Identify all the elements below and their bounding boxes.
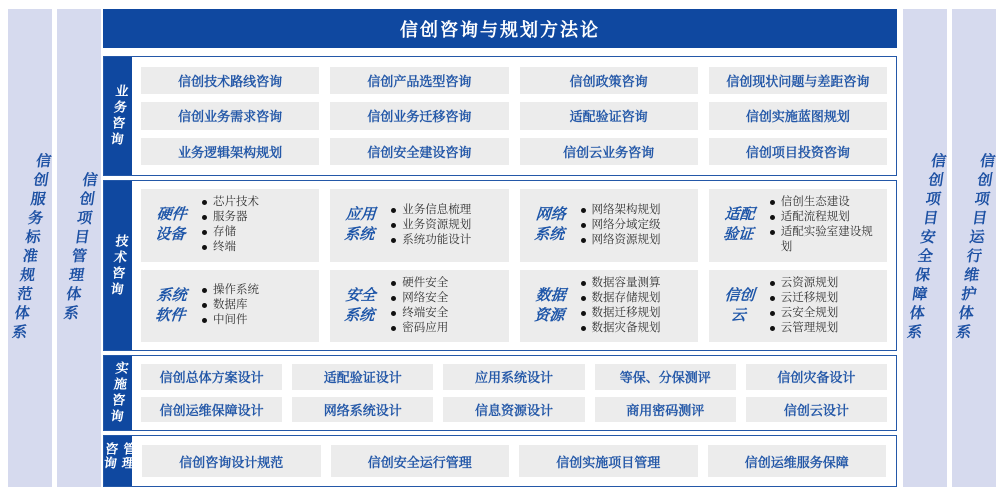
diagram-title: 信创咨询与规划方法论 <box>103 9 897 48</box>
bullet-item: 信创生态建设 <box>769 195 879 210</box>
tech-card-bullets <box>580 276 690 336</box>
section-management-label-strip <box>101 436 137 486</box>
bullet-item: 业务资源规划 <box>390 218 500 233</box>
section-technical-body <box>132 181 896 350</box>
bullet-item: 芯片技术 <box>201 195 311 210</box>
tech-card-title: 系统软件 <box>154 286 188 324</box>
management-item: 信创安全运行管理 <box>331 445 510 477</box>
bullet-item: 中间件 <box>201 313 311 328</box>
business-item: 信创现状问题与差距咨询 <box>709 67 887 94</box>
left-bar-project-management-label: 信创项目管理体系 <box>59 172 99 324</box>
bullet-item: 系统功能设计 <box>390 233 500 248</box>
tech-card-bullets <box>769 276 879 336</box>
implementation-item: 信息资源设计 <box>443 397 584 423</box>
tech-card-application-system <box>330 189 508 262</box>
bullet-item: 云管理规划 <box>769 321 879 336</box>
tech-card-bullets <box>390 276 500 336</box>
tech-card-title: 数据资源 <box>533 286 566 324</box>
section-consulting-management <box>103 435 897 487</box>
business-item: 信创业务迁移咨询 <box>330 102 508 129</box>
section-business-label: 业务咨询 <box>107 84 129 148</box>
bullet-item: 终端 <box>201 240 311 255</box>
right-bar-security-assurance-label: 信创项目安全保障体系 <box>903 153 947 343</box>
tech-card-system-software <box>141 270 319 343</box>
left-bar-service-standard-system <box>8 9 52 487</box>
tech-card-data-resources <box>520 270 698 343</box>
section-business-consulting <box>103 56 897 176</box>
section-management-label: 咨询管理 <box>101 442 137 470</box>
business-item: 适配验证咨询 <box>520 102 698 129</box>
implementation-item: 信创云设计 <box>746 397 887 423</box>
section-implementation-body <box>132 356 896 430</box>
bullet-item: 密码应用 <box>390 321 500 336</box>
left-bar-service-standard-label: 信创服务标准规范体系 <box>8 153 52 343</box>
section-technical-label: 技术咨询 <box>107 233 129 298</box>
bullet-item: 适配流程规划 <box>769 210 879 225</box>
bullet-item: 网络架构规划 <box>580 203 690 218</box>
section-business-label-strip <box>104 57 132 175</box>
tech-card-bullets <box>201 283 311 328</box>
right-bar-operation-maintenance-label: 信创项目运行维护体系 <box>952 153 996 343</box>
section-implementation-label: 实施咨询 <box>107 361 129 425</box>
right-bar-operation-maintenance-system <box>952 9 996 487</box>
implementation-item: 信创总体方案设计 <box>141 364 282 390</box>
business-item: 信创产品选型咨询 <box>330 67 508 94</box>
bullet-item: 数据库 <box>201 298 311 313</box>
business-item: 信创安全建设咨询 <box>330 138 508 165</box>
section-implementation-consulting <box>103 355 897 431</box>
tech-card-title: 安全系统 <box>343 286 377 324</box>
bullet-item: 数据灾备规划 <box>580 321 690 336</box>
bullet-item: 终端安全 <box>390 306 500 321</box>
bullet-item: 网络分域定级 <box>580 218 690 233</box>
bullet-item: 云资源规划 <box>769 276 879 291</box>
tech-card-title: 硬件设备 <box>154 206 188 244</box>
section-business-body <box>132 57 896 175</box>
bullet-item: 服务器 <box>201 210 311 225</box>
tech-card-security-system <box>330 270 508 343</box>
business-item: 信创实施蓝图规划 <box>709 102 887 129</box>
bullet-item: 硬件安全 <box>390 276 500 291</box>
management-item: 信创运维服务保障 <box>708 445 887 477</box>
implementation-item: 适配验证设计 <box>292 364 433 390</box>
section-implementation-label-strip <box>104 356 132 430</box>
implementation-item: 商用密码测评 <box>595 397 736 423</box>
management-item: 信创咨询设计规范 <box>142 445 321 477</box>
implementation-item: 应用系统设计 <box>443 364 584 390</box>
section-technical-consulting <box>103 180 897 351</box>
tech-card-xinchuang-cloud <box>709 270 887 343</box>
section-management-body <box>132 436 896 486</box>
business-item: 业务逻辑架构规划 <box>141 138 319 165</box>
business-item: 信创业务需求咨询 <box>141 102 319 129</box>
implementation-item: 等保、分保测评 <box>595 364 736 390</box>
tech-card-bullets <box>580 203 690 248</box>
bullet-item: 数据容量测算 <box>580 276 690 291</box>
main-panel <box>103 9 897 487</box>
tech-card-hardware <box>141 189 319 262</box>
tech-card-title: 应用系统 <box>343 206 377 244</box>
tech-card-title: 信创云 <box>723 286 756 324</box>
bullet-item: 数据存储规划 <box>580 291 690 306</box>
implementation-item: 信创运维保障设计 <box>141 397 282 423</box>
tech-card-bullets <box>769 195 879 255</box>
bullet-item: 云安全规划 <box>769 306 879 321</box>
implementation-item: 信创灾备设计 <box>746 364 887 390</box>
bullet-item: 业务信息梳理 <box>390 203 500 218</box>
section-technical-label-strip <box>104 181 132 350</box>
business-item: 信创项目投资咨询 <box>709 138 887 165</box>
business-item: 信创政策咨询 <box>520 67 698 94</box>
bullet-item: 云迁移规划 <box>769 291 879 306</box>
tech-card-title: 网络系统 <box>533 206 566 244</box>
tech-card-bullets <box>201 195 311 255</box>
bullet-item: 适配实验室建设规划 <box>769 225 879 255</box>
tech-card-network-system <box>520 189 698 262</box>
left-bar-project-management-system <box>57 9 101 487</box>
tech-card-adaptation-verification <box>709 189 887 262</box>
implementation-item: 网络系统设计 <box>292 397 433 423</box>
bullet-item: 操作系统 <box>201 283 311 298</box>
bullet-item: 网络安全 <box>390 291 500 306</box>
tech-card-title: 适配验证 <box>722 206 756 244</box>
business-item: 信创技术路线咨询 <box>141 67 319 94</box>
bullet-item: 存储 <box>201 225 311 240</box>
tech-card-bullets <box>390 203 500 248</box>
business-item: 信创云业务咨询 <box>520 138 698 165</box>
management-item: 信创实施项目管理 <box>519 445 698 477</box>
bullet-item: 数据迁移规划 <box>580 306 690 321</box>
right-bar-security-assurance-system <box>903 9 947 487</box>
bullet-item: 网络资源规划 <box>580 233 690 248</box>
